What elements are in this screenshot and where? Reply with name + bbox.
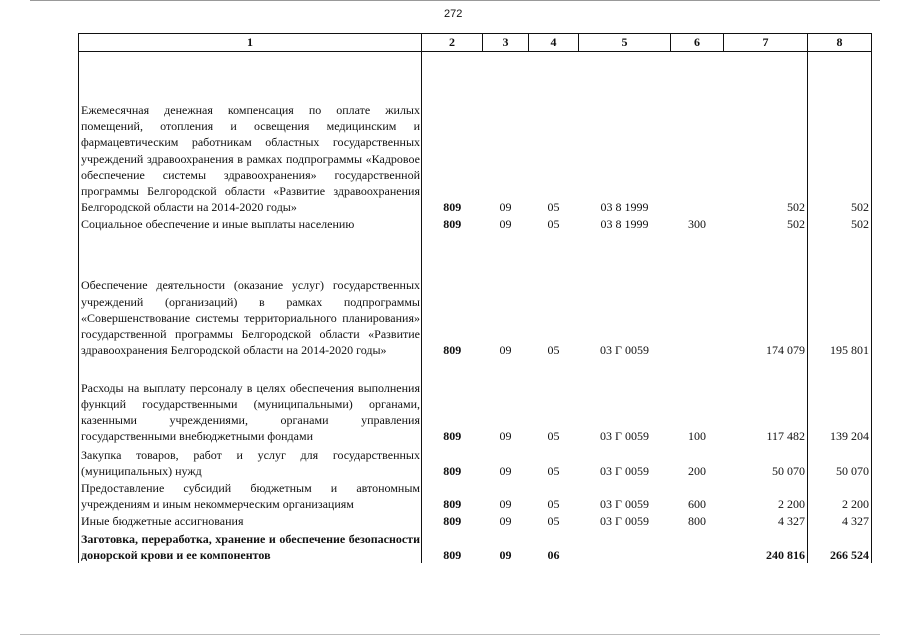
bottom-scan-border [20,634,880,635]
cell-section: 09 [499,429,512,444]
column-header: 6 [671,34,724,52]
column-header: 5 [579,34,671,52]
cell-ministry: 809 [443,200,462,215]
cell-ministry: 809 [443,343,462,358]
cell-section: 09 [499,217,512,232]
column-header: 1 [79,34,422,52]
table-row [79,529,872,563]
column-header: 3 [483,34,529,52]
column-header: 7 [724,34,808,52]
cell-subsection: 05 [547,429,560,444]
cell-section: 09 [499,513,512,528]
cell-amount-2017: 50 070 [724,445,808,480]
cell-expense-type [671,233,724,359]
row-name: Расходы на выплату персоналу в целях обеспечения выполнения функций государственными (муниципальными) органами, казенными учреждениями, органами управления государственными внебюджетными фондами [79,359,422,445]
cell-ministry: 809 [443,464,462,479]
cell-amount-2017: 502 [724,52,808,216]
cell-subsection: 06 [547,547,560,562]
cell-amount-2018: 502 [808,216,872,233]
cell-section: 09 [499,464,512,479]
cell-expense-type [671,52,724,216]
cell-section: 09 [499,343,512,358]
cell-target-item: 03 8 1999 [600,217,649,232]
row-name: Закупка товаров, работ и услуг для государственных (муниципальных) нужд [79,445,422,480]
cell-amount-2018: 50 070 [808,445,872,480]
row-name: Ежемесячная денежная компенсация по оплате жилых помещений, отопления и освещения медицинским и фармацевтическим работникам областных государственных учреждений здравоохранения в рамках подпрограммы «Кадровое обеспечение системы здравоохранения» государственной программы Белгородской области «Развитие здравоохранения Белгородской области на 2014-2020 годы» [79,52,422,216]
table-row [79,52,872,216]
cell-amount-2018: 2 200 [808,480,872,512]
cell-expense-type [671,529,724,563]
cell-expense-type: 800 [688,513,706,528]
cell-amount-2018: 139 204 [808,359,872,445]
row-name: Обеспечение деятельности (оказание услуг) государственных учреждений (организаций) в рамках подпрограммы «Совершенствование системы территориального планирования» государственной программы Белгородской области «Развитие здравоохранения Белгородской области на 2014-2020 годы» [79,233,422,359]
cell-target-item: 03 Г 0059 [600,343,649,358]
table-row [79,359,872,445]
column-header: 2 [422,34,483,52]
cell-amount-2017: 240 816 [724,529,808,563]
cell-section: 09 [499,496,512,511]
cell-section: 09 [499,547,512,562]
cell-ministry: 809 [443,496,462,511]
cell-target-item [579,529,671,563]
cell-subsection: 05 [547,343,560,358]
page-number: 272 [444,8,463,20]
cell-ministry: 809 [443,217,462,232]
table-row [79,216,872,233]
row-name: Заготовка, переработка, хранение и обеспечение безопасности донорской крови и ее компонентов [79,529,422,563]
row-name: Предоставление субсидий бюджетным и автономным учреждениям и иным некоммерческим организациям [79,480,422,512]
cell-ministry: 809 [443,429,462,444]
cell-amount-2017: 2 200 [724,480,808,512]
cell-target-item: 03 Г 0059 [600,513,649,528]
budget-table [78,33,872,563]
cell-target-item: 03 Г 0059 [600,464,649,479]
row-name: Социальное обеспечение и иные выплаты населению [79,216,422,233]
cell-expense-type: 200 [688,464,706,479]
cell-ministry: 809 [443,547,462,562]
cell-subsection: 05 [547,217,560,232]
cell-subsection: 05 [547,513,560,528]
table-row [79,445,872,480]
cell-ministry: 809 [443,513,462,528]
cell-amount-2017: 117 482 [724,359,808,445]
row-name: Иные бюджетные ассигнования [79,512,422,529]
cell-amount-2018: 266 524 [808,529,872,563]
table-header-row [79,34,872,52]
cell-subsection: 05 [547,464,560,479]
cell-amount-2018: 195 801 [808,233,872,359]
cell-amount-2018: 4 327 [808,512,872,529]
table-row [79,233,872,359]
cell-expense-type: 100 [688,429,706,444]
table-row [79,512,872,529]
cell-amount-2017: 4 327 [724,512,808,529]
cell-expense-type: 300 [688,217,706,232]
cell-subsection: 05 [547,200,560,215]
table-row [79,480,872,512]
cell-amount-2018: 502 [808,52,872,216]
cell-target-item: 03 Г 0059 [600,429,649,444]
cell-section: 09 [499,200,512,215]
cell-amount-2017: 174 079 [724,233,808,359]
cell-amount-2017: 502 [724,216,808,233]
cell-target-item: 03 Г 0059 [600,496,649,511]
column-header: 8 [808,34,872,52]
cell-expense-type: 600 [688,496,706,511]
cell-target-item: 03 8 1999 [600,200,649,215]
column-header: 4 [529,34,579,52]
top-scan-border [30,0,880,1]
cell-subsection: 05 [547,496,560,511]
